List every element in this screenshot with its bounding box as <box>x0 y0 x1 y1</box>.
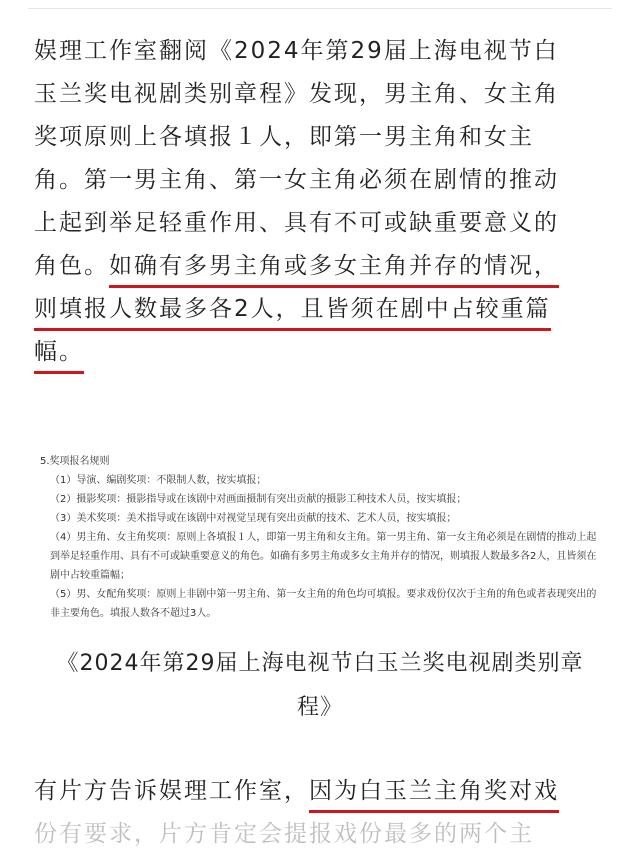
highlighted-text: 如确有多男主角或多女主角并存的情况， <box>109 245 559 288</box>
highlighted-text: 因为白玉兰主角奖对戏 <box>309 770 559 813</box>
rule-item: （1）导演、编剧奖项：不限制人数，按实填报； <box>50 475 267 486</box>
image-caption <box>28 642 612 730</box>
rule-item: （4）男主角、女主角奖项：原则上各填报１人，即第一男主角和女主角。第一男主角、第一女主角必须是在剧情的推动上起 <box>50 532 597 543</box>
rule-item: （5）男、女配角奖项：原则上非剧中第一男主角、第一女主角的角色均可填报。要求戏份仅次于主角的角色或者表现突出的 <box>50 589 597 600</box>
paragraph-line: 角色。如确有多男主角或多女主角并存的情况， <box>34 245 614 288</box>
paragraph-line: 奖项原则上各填报１人，即第一男主角和女主 <box>34 124 534 150</box>
paragraph-line: 角。第一男主角、第一女主角必须在剧情的推动 <box>34 167 559 193</box>
paragraph-line: 玉兰奖电视剧类别章程》发现，男主角、女主角 <box>34 81 559 107</box>
highlighted-text: 则填报人数最多各2人，且皆须在剧中占较重篇 <box>34 288 551 331</box>
paragraph-line: 有片方告诉娱理工作室，因为白玉兰主角奖对戏 <box>34 770 614 813</box>
highlighted-text: 幅。 <box>34 331 84 374</box>
article-paragraph-2 <box>34 770 614 856</box>
rule-item: 到举足轻重作用、具有不可或缺重要意义的角色。如确有多男主角或多女主角并存的情况，则填报人数最多各2人，且皆须在 <box>50 551 597 562</box>
rules-excerpt-image <box>40 452 610 623</box>
article-paragraph <box>34 30 614 374</box>
rule-item: （3）美术奖项：美术指导或在该剧中对视觉呈现有突出贡献的技术、艺术人员，按实填报； <box>50 513 457 524</box>
rule-item: （2）摄影奖项：摄影指导或在该剧中对画面摄制有突出贡献的摄影工种技术人员，按实填报； <box>50 494 467 505</box>
rule-item: 非主要角色。填报人数各不超过3人。 <box>50 608 217 619</box>
rule-item: 剧中占较重篇幅； <box>50 570 130 581</box>
paragraph-line <box>34 331 614 374</box>
caption-line: 《2024年第29届上海电视节白玉兰奖电视剧类别章 <box>56 651 584 676</box>
caption-line: 程》 <box>296 695 343 720</box>
paragraph-line <box>34 288 614 331</box>
paragraph-line-cut-off: 份有要求，片方肯定会提报戏份最多的两个主 <box>34 821 534 847</box>
rules-heading: 5.奖项报名规则 <box>40 456 110 467</box>
paragraph-line: 娱理工作室翻阅《2024年第29届上海电视节白 <box>34 38 559 64</box>
top-divider <box>28 8 612 9</box>
paragraph-line: 上起到举足轻重作用、具有不可或缺重要意义的 <box>34 210 559 236</box>
